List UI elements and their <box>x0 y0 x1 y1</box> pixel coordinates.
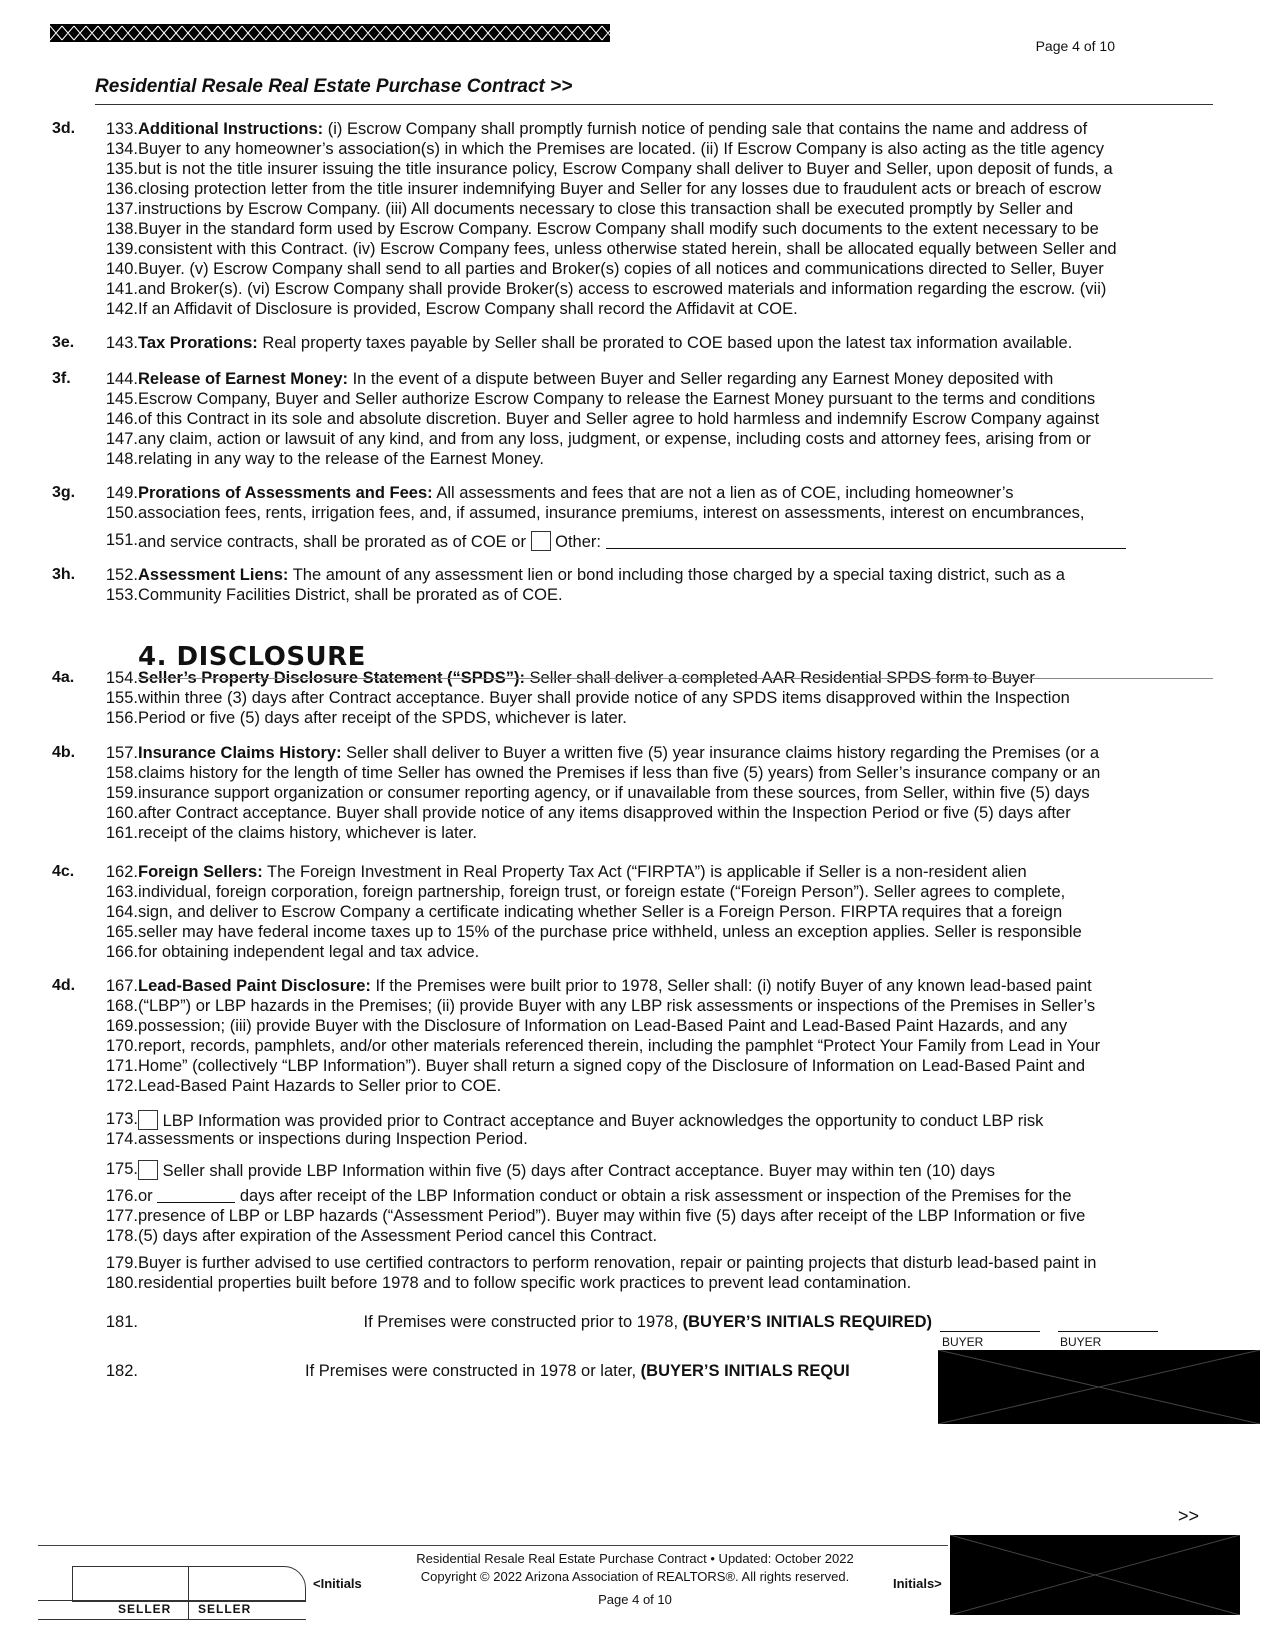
line-number: 179. <box>105 1254 138 1272</box>
initials-right-label: Initials> <box>893 1576 942 1591</box>
line-number: 151. <box>105 531 138 549</box>
line-text <box>138 1187 1071 1206</box>
contract-line <box>52 804 1222 825</box>
line-body: Buyer is further advised to use certified contractors to perform renovation, repair or painting projects that disturb lead-based paint in <box>138 1254 1097 1272</box>
clause-title: Insurance Claims History: <box>138 744 342 762</box>
line-body: assessments or inspections during Inspection Period. <box>138 1130 528 1148</box>
contract-line <box>52 943 1222 964</box>
contract-line <box>52 390 1222 411</box>
initials-left-label: <Initials <box>313 1576 362 1591</box>
line-text <box>138 1057 1085 1076</box>
line-body: All assessments and fees that are not a lien as of COE, including homeowner’s <box>432 484 1014 502</box>
lbp-checkbox[interactable] <box>138 1110 158 1130</box>
line-number: 145. <box>105 390 138 408</box>
line-text <box>138 531 1126 552</box>
line-body: Seller shall deliver a completed AAR Residential SPDS form to Buyer <box>524 669 1035 687</box>
line-text <box>138 220 1099 239</box>
contract-line <box>52 370 1222 391</box>
line-body: Home” (collectively “LBP Information”). Buyer shall return a signed copy of the Disclosure of Information on Lead-Based Paint and <box>138 1057 1086 1075</box>
line-number: 158. <box>105 764 138 782</box>
line-body: In the event of a dispute between Buyer and Seller regarding any Earnest Money deposited with <box>348 370 1054 388</box>
line-number: 155. <box>105 689 138 707</box>
line-text <box>138 1110 1043 1131</box>
line-body: within three (3) days after Contract acceptance. Buyer shall provide notice of any SPDS items disapproved within the Inspection <box>138 689 1070 707</box>
line-number: 181. <box>105 1313 138 1331</box>
line-number: 170. <box>105 1037 138 1055</box>
line-body: Seller shall provide LBP Information within five (5) days after Contract acceptance. Buyer may within ten (10) days <box>158 1162 996 1180</box>
line-text <box>138 160 1113 179</box>
line-text <box>138 200 1073 219</box>
contract-line <box>52 1274 1222 1295</box>
line-number: 156. <box>105 709 138 727</box>
section-divider <box>138 678 1213 679</box>
line-number: 174. <box>105 1130 138 1148</box>
line-text <box>138 689 1070 708</box>
line-text <box>138 390 1095 409</box>
line-text <box>138 120 1087 139</box>
line-number: 180. <box>105 1274 138 1292</box>
contract-line <box>52 923 1222 944</box>
line-text <box>138 1077 501 1096</box>
contract-line <box>52 1130 1222 1151</box>
initials-prompt-text: If Premises were constructed in 1978 or later, <box>305 1362 641 1380</box>
contract-line <box>52 200 1222 221</box>
line-body: days after receipt of the LBP Information conduct or obtain a risk assessment or inspection of the Premises for the <box>235 1187 1072 1205</box>
line-number: 178. <box>105 1227 138 1245</box>
line-text <box>138 450 544 469</box>
line-body: claims history for the length of time Seller has owned the Premises if less than five (5) years) from Seller’s insurance company or an <box>138 764 1101 782</box>
line-body: Seller shall deliver to Buyer a written five (5) year insurance claims history regarding the Premises (or a <box>341 744 1100 762</box>
clause-title: Prorations of Assessments and Fees: <box>138 484 433 502</box>
footer-page-number: Page 4 of 10 <box>598 1592 672 1607</box>
clause-title: Lead-Based Paint Disclosure: <box>138 977 371 995</box>
line-number: 176. <box>105 1187 138 1205</box>
document-title: Residential Resale Real Estate Purchase Contract >> <box>95 76 573 97</box>
line-number: 167. <box>105 977 138 995</box>
contract-line <box>52 240 1222 261</box>
redaction-pattern-icon <box>50 24 610 42</box>
line-text <box>138 280 1106 299</box>
line-body: presence of LBP or LBP hazards (“Assessment Period”). Buyer may within five (5) days after receipt of the LBP Information or five <box>138 1207 1086 1225</box>
line-number: 164. <box>105 903 138 921</box>
initials-prompt-text: If Premises were constructed prior to 1978, <box>363 1313 683 1331</box>
seller-label-2: SELLER <box>198 1602 252 1616</box>
other-blank-field[interactable] <box>606 548 1126 549</box>
redacted-footer-initials <box>950 1535 1240 1615</box>
line-text <box>138 1037 1100 1056</box>
line-number: 144. <box>105 370 138 388</box>
seller-labels <box>38 1600 306 1620</box>
section-label: 3e. <box>52 334 75 351</box>
line-text <box>138 709 627 728</box>
clause-title: Assessment Liens: <box>138 566 289 584</box>
line-number: 159. <box>105 784 138 802</box>
clause-title: Release of Earnest Money: <box>138 370 348 388</box>
line-body: Buyer to any homeowner’s association(s) in which the Premises are located. (ii) If Escrow Company is also acting as the title agency <box>138 140 1104 158</box>
line-body: possession; (iii) provide Buyer with the Disclosure of Information on Lead-Based Paint and Lead-Based Paint Hazards, and any <box>138 1017 1068 1035</box>
line-text <box>138 804 1071 823</box>
line-number: 163. <box>105 883 138 901</box>
initials-prompt-181 <box>364 1313 933 1332</box>
contract-line <box>52 689 1222 710</box>
contract-line <box>52 220 1222 241</box>
line-number: 140. <box>105 260 138 278</box>
other-checkbox[interactable] <box>531 531 551 551</box>
line-number: 173. <box>105 1110 138 1128</box>
line-body: consistent with this Contract. (iv) Escrow Company fees, unless otherwise stated herein, shall be allocated equally between Seller and <box>138 240 1117 258</box>
line-text <box>138 504 1084 523</box>
line-text <box>138 943 479 962</box>
line-text <box>138 1227 657 1246</box>
line-text <box>138 586 563 605</box>
initials-required-label: (BUYER’S INITIALS REQUI <box>640 1362 850 1380</box>
line-text <box>138 863 1027 882</box>
section-label: 3h. <box>52 566 76 583</box>
clause-title: Seller’s Property Disclosure Statement (“SPDS”): <box>138 669 525 687</box>
line-body: and service contracts, shall be prorated as of COE or <box>138 533 526 551</box>
line-number: 138. <box>105 220 138 238</box>
line-body: association fees, rents, irrigation fees, and, if assumed, insurance premiums, interest on assessments, interest on encumbrances, <box>138 504 1085 522</box>
line-text <box>138 883 1065 902</box>
contract-line <box>52 450 1222 471</box>
line-number: 146. <box>105 410 138 428</box>
clause-title: Foreign Sellers: <box>138 863 263 881</box>
line-number: 177. <box>105 1207 138 1225</box>
buyer-label-2: BUYER <box>1060 1335 1102 1349</box>
continue-arrows: >> <box>1178 1506 1200 1526</box>
clause-title: Additional Instructions: <box>138 120 324 138</box>
contract-line <box>52 709 1222 730</box>
contract-line <box>52 140 1222 161</box>
contract-line <box>52 430 1222 451</box>
section-heading-disclosure: 4. DISCLOSURE <box>138 642 366 672</box>
footer-line-1: Residential Resale Real Estate Purchase Contract • Updated: October 2022 <box>416 1551 854 1566</box>
line-number: 143. <box>105 334 138 352</box>
line-body: individual, foreign corporation, foreign partnership, foreign trust, or foreign estate (“Foreign Person”). Seller agrees to complete, <box>138 883 1066 901</box>
line-number: 172. <box>105 1077 138 1095</box>
line-body: Lead-Based Paint Hazards to Seller prior to COE. <box>138 1077 502 1095</box>
contract-line <box>52 764 1222 785</box>
line-text <box>138 903 1062 922</box>
line-text <box>138 566 1065 585</box>
buyer-label-1: BUYER <box>942 1335 984 1349</box>
contract-line <box>52 1227 1222 1248</box>
line-text <box>138 240 1117 259</box>
contract-line <box>52 1160 1222 1181</box>
section-label: 3d. <box>52 120 76 137</box>
contract-line <box>52 1207 1222 1228</box>
contract-line <box>52 903 1222 924</box>
line-body: LBP Information was provided prior to Contract acceptance and Buyer acknowledges the opportunity to conduct LBP risk <box>158 1112 1044 1130</box>
line-number: 148. <box>105 450 138 468</box>
line-body: (“LBP”) or LBP hazards in the Premises; (ii) provide Buyer with any LBP risk assessments or inspections of the Premises in Seller’s <box>138 997 1096 1015</box>
line-text <box>138 764 1100 783</box>
line-number: 152. <box>105 566 138 584</box>
line-text <box>138 824 477 843</box>
initials-required-label: (BUYER’S INITIALS REQUIRED) <box>682 1313 932 1331</box>
line-number: 169. <box>105 1017 138 1035</box>
line-number: 166. <box>105 943 138 961</box>
line-number: 154. <box>105 669 138 687</box>
section-label: 3g. <box>52 484 76 501</box>
days-blank-field[interactable] <box>157 1202 235 1203</box>
contract-line <box>52 160 1222 181</box>
section-label: 4d. <box>52 977 76 994</box>
line-number: 147. <box>105 430 138 448</box>
line-number: 161. <box>105 824 138 842</box>
line-body: sign, and deliver to Escrow Company a certificate indicating whether Seller is a Foreign Person. FIRPTA requires that a foreign <box>138 903 1063 921</box>
section-label: 3f. <box>52 370 71 387</box>
contract-line <box>52 566 1222 587</box>
contract-line <box>52 586 1222 607</box>
line-number: 135. <box>105 160 138 178</box>
seller-initials-box[interactable] <box>72 1566 306 1602</box>
line-number: 182. <box>105 1362 138 1380</box>
section-label: 4c. <box>52 863 75 880</box>
lbp-checkbox[interactable] <box>138 1160 158 1180</box>
contract-line <box>52 863 1222 884</box>
line-body: residential properties built before 1978 and to follow specific work practices to prevent lead contamination. <box>138 1274 912 1292</box>
line-body: Buyer in the standard form used by Escrow Company. Escrow Company shall modify such documents to the extent necessary to be <box>138 220 1099 238</box>
line-number: 153. <box>105 586 138 604</box>
line-number: 134. <box>105 140 138 158</box>
line-body: relating in any way to the release of the Earnest Money. <box>138 450 545 468</box>
section-label: 4a. <box>52 669 75 686</box>
line-text <box>138 997 1095 1016</box>
line-number: 160. <box>105 804 138 822</box>
line-body: (5) days after expiration of the Assessment Period cancel this Contract. <box>138 1227 658 1245</box>
line-body: instructions by Escrow Company. (iii) All documents necessary to close this transaction shall be executed promptly by Seller and <box>138 200 1074 218</box>
contract-line <box>52 977 1222 998</box>
line-text <box>138 1207 1085 1226</box>
initials-row-181 <box>52 1313 1222 1349</box>
contract-line <box>52 410 1222 431</box>
contract-line <box>52 180 1222 201</box>
contract-line <box>52 669 1222 690</box>
other-label: Other: <box>555 533 601 551</box>
line-number: 133. <box>105 120 138 138</box>
line-text <box>138 784 1090 803</box>
contract-line <box>52 1057 1222 1078</box>
contract-line <box>52 300 1222 321</box>
line-text <box>138 1160 995 1181</box>
line-body: receipt of the claims history, whichever is later. <box>138 824 477 842</box>
contract-line <box>52 334 1222 355</box>
line-number: 141. <box>105 280 138 298</box>
line-body: any claim, action or lawsuit of any kind, and from any loss, judgment, or expense, including costs and attorney fees, arising from or <box>138 430 1091 448</box>
redacted-initials-block <box>938 1350 1260 1424</box>
line-text <box>138 260 1104 279</box>
line-number: 137. <box>105 200 138 218</box>
footer-copyright: Copyright © 2022 Arizona Association of REALTORS®. All rights reserved. <box>420 1569 850 1584</box>
contract-line <box>52 504 1222 525</box>
contract-line <box>52 997 1222 1018</box>
line-body: for obtaining independent legal and tax advice. <box>138 943 480 961</box>
line-text <box>138 1274 911 1293</box>
line-text <box>138 923 1082 942</box>
line-text <box>138 484 1014 503</box>
line-body: (i) Escrow Company shall promptly furnish notice of pending sale that contains the name and address of <box>323 120 1088 138</box>
line-text-prefix: or <box>138 1187 158 1205</box>
line-body: but is not the title insurer issuing the title insurance policy, Escrow Company shall deliver to Buyer and Seller, upon deposit of funds, a <box>138 160 1113 178</box>
seller-label-1: SELLER <box>118 1602 172 1616</box>
line-body: and Broker(s). (vi) Escrow Company shall provide Broker(s) access to escrowed materials and information regarding the escrow. (vii) <box>138 280 1107 298</box>
line-number: 165. <box>105 923 138 941</box>
contract-line <box>52 784 1222 805</box>
contract-line <box>52 1037 1222 1058</box>
line-body: The Foreign Investment in Real Property Tax Act (“FIRPTA”) is applicable if Seller is a non-resident alien <box>262 863 1027 881</box>
initials-prompt-182 <box>305 1362 850 1381</box>
contract-line <box>52 824 1222 845</box>
line-text <box>138 140 1104 159</box>
line-body: Escrow Company, Buyer and Seller authorize Escrow Company to release the Earnest Money pursuant to the terms and conditions <box>138 390 1096 408</box>
line-text <box>138 744 1099 763</box>
contract-line <box>52 484 1222 505</box>
line-body: If the Premises were built prior to 1978, Seller shall: (i) notify Buyer of any known lead-based paint <box>370 977 1092 995</box>
line-text <box>138 180 1101 199</box>
line-body: insurance support organization or consumer reporting agency, or if unavailable from these sources, from Seller, within five (5) days <box>138 784 1090 802</box>
line-text <box>138 370 1053 389</box>
redaction-cross-icon <box>950 1535 1240 1615</box>
line-body: after Contract acceptance. Buyer shall provide notice of any items disapproved within the Inspection Period or five (5) days after <box>138 804 1071 822</box>
line-number: 162. <box>105 863 138 881</box>
line-text <box>138 1017 1067 1036</box>
contract-line <box>52 883 1222 904</box>
contract-line <box>52 1110 1222 1131</box>
redacted-header-bar <box>50 24 610 42</box>
line-number: 150. <box>105 504 138 522</box>
buyer-initials-field-1[interactable] <box>940 1331 1040 1332</box>
line-body: Community Facilities District, shall be prorated as of COE. <box>138 586 563 604</box>
line-body: Real property taxes payable by Seller shall be prorated to COE based upon the latest tax information available. <box>257 334 1073 352</box>
contract-line <box>52 1017 1222 1038</box>
line-body: The amount of any assessment lien or bond including those charged by a special taxing district, such as a <box>288 566 1065 584</box>
line-text <box>138 1254 1096 1273</box>
line-text <box>138 977 1092 996</box>
redaction-cross-icon <box>938 1350 1260 1424</box>
line-number: 171. <box>105 1057 138 1075</box>
contract-line <box>52 1077 1222 1098</box>
line-number: 157. <box>105 744 138 762</box>
contract-line <box>52 744 1222 765</box>
line-body: If an Affidavit of Disclosure is provided, Escrow Company shall record the Affidavit at COE. <box>138 300 798 318</box>
line-body: closing protection letter from the title insurer indemnifying Buyer and Seller for any losses due to fraudulent acts or breach of escrow <box>138 180 1101 198</box>
section-label: 4b. <box>52 744 76 761</box>
contract-line <box>52 260 1222 281</box>
line-body: of this Contract in its sole and absolute discretion. Buyer and Seller agree to hold harmless and indemnify Escrow Company against <box>138 410 1100 428</box>
line-text <box>138 430 1091 449</box>
buyer-initials-field-2[interactable] <box>1058 1331 1158 1332</box>
page-number-top: Page 4 of 10 <box>1035 38 1115 54</box>
line-number: 175. <box>105 1160 138 1178</box>
contract-line <box>52 1254 1222 1275</box>
contract-line <box>52 531 1222 552</box>
footer-text <box>390 1550 880 1609</box>
line-body: seller may have federal income taxes up to 15% of the purchase price withheld, unless an exception applies. Seller is responsible <box>138 923 1082 941</box>
line-number: 149. <box>105 484 138 502</box>
contract-line <box>52 120 1222 141</box>
contract-line <box>52 280 1222 301</box>
line-body: Buyer. (v) Escrow Company shall send to all parties and Broker(s) copies of all notices and communications directed to Seller, Buyer <box>138 260 1104 278</box>
line-text <box>138 300 798 319</box>
line-text <box>138 334 1072 353</box>
line-number: 142. <box>105 300 138 318</box>
footer-divider <box>38 1545 948 1546</box>
line-number: 136. <box>105 180 138 198</box>
title-divider <box>95 104 1213 105</box>
line-number: 168. <box>105 997 138 1015</box>
clause-title: Tax Prorations: <box>138 334 258 352</box>
contract-line <box>52 1187 1222 1208</box>
line-number: 139. <box>105 240 138 258</box>
line-body: Period or five (5) days after receipt of the SPDS, whichever is later. <box>138 709 627 727</box>
line-text <box>138 410 1099 429</box>
line-text <box>138 1130 528 1149</box>
line-body: report, records, pamphlets, and/or other materials referenced therein, including the pamphlet “Protect Your Family from Lead in Your <box>138 1037 1101 1055</box>
